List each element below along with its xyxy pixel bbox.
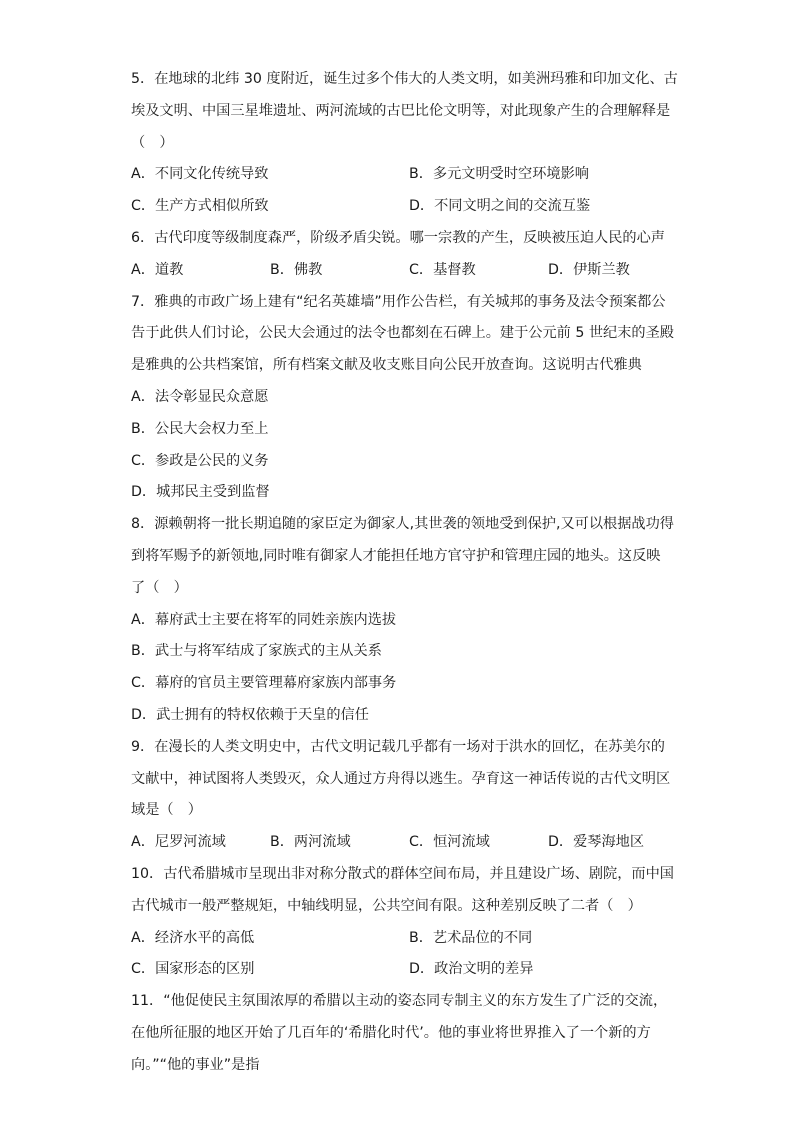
- option-d[interactable]: D．伊斯兰教: [548, 261, 630, 278]
- question-10: [131, 859, 674, 986]
- option-d[interactable]: D．武士拥有的特权依赖于天皇的信任: [131, 706, 369, 723]
- option-c[interactable]: C．生产方式相似所致: [131, 198, 269, 215]
- question-stem-line: （ ）: [131, 134, 174, 151]
- question-stem-line: 埃及文明、中国三星堆遗址、两河流域的古巴比伦文明等，对此现象产生的合理解释是: [131, 102, 671, 119]
- option-b[interactable]: B．公民大会权力至上: [131, 420, 269, 437]
- option-a[interactable]: A．经济水平的高低: [131, 929, 255, 946]
- question-stem-line: 8．源赖朝将一批长期追随的家臣定为御家人,其世袭的领地受到保护,又可以根据战功得: [131, 516, 674, 533]
- option-a[interactable]: A．法令彰显民众意愿: [131, 388, 269, 405]
- option-row: [131, 191, 671, 223]
- question-11: [131, 986, 671, 1081]
- question-5: [131, 64, 678, 223]
- option-b[interactable]: B．武士与将军结成了家族式的主从关系: [131, 643, 382, 660]
- option-a[interactable]: A．幕府武士主要在将军的同姓亲族内选拔: [131, 611, 397, 628]
- question-stem-line: 6．古代印度等级制度森严，阶级矛盾尖锐。哪一宗教的产生，反映被压迫人民的心声: [131, 229, 665, 246]
- question-stem-line: 5．在地球的北纬 30 度附近，诞生过多个伟大的人类文明，如美洲玛雅和印加文化、古: [131, 71, 678, 87]
- option-a[interactable]: A．不同文化传统导致: [131, 166, 269, 183]
- option-c[interactable]: C．国家形态的区别: [131, 961, 255, 978]
- question-8: [131, 509, 674, 732]
- question-9: [131, 732, 671, 859]
- option-row: [131, 923, 671, 955]
- option-d[interactable]: D．爱琴海地区: [548, 834, 645, 851]
- question-stem-line: 是雅典的公共档案馆，所有档案文献及收支账目向公民开放查询。这说明古代雅典: [131, 357, 642, 374]
- question-stem-line: 域是（ ）: [131, 802, 202, 819]
- question-stem-line: 告于此供人们讨论，公民大会通过的法令也都刻在石碑上。建于公元前 5 世纪末的圣殿: [131, 325, 674, 342]
- option-d[interactable]: D．不同文明之间的交流互鉴: [409, 198, 591, 215]
- option-b[interactable]: B．佛教: [270, 261, 323, 278]
- option-d[interactable]: D．政治文明的差异: [409, 961, 534, 978]
- question-7: [131, 287, 674, 510]
- question-stem-line: 9．在漫长的人类文明史中，古代文明记载几乎都有一场对于洪水的回忆，在苏美尔的: [131, 738, 665, 755]
- question-list: [131, 64, 678, 1082]
- option-a[interactable]: A．尼罗河流域: [131, 834, 226, 851]
- question-stem-line: 到将军赐予的新领地,同时唯有御家人才能担任地方官守护和管理庄园的地头。这反映: [131, 547, 661, 564]
- option-row: [131, 159, 671, 191]
- option-a[interactable]: A．道教: [131, 261, 184, 278]
- option-row: [131, 827, 671, 859]
- question-6: [131, 223, 671, 287]
- question-stem-line: 10．古代希腊城市呈现出非对称分散式的群体空间布局，并且建设广场、剧院，而中国: [131, 865, 674, 882]
- question-stem-line: 7．雅典的市政广场上建有“纪名英雄墙”用作公告栏，有关城邦的事务及法令预案都公: [131, 293, 666, 310]
- option-b[interactable]: B．两河流域: [270, 834, 351, 851]
- option-c[interactable]: C．幕府的官员主要管理幕府家族内部事务: [131, 675, 397, 692]
- question-stem-line: 文献中，神试图将人类毁灭，众人通过方舟得以逃生。孕育这一神话传说的古代文明区: [131, 770, 671, 787]
- option-c[interactable]: C．参政是公民的义务: [131, 452, 269, 469]
- option-row: [131, 255, 671, 287]
- question-stem-line: 了（ ）: [131, 579, 188, 596]
- option-b[interactable]: B．艺术品位的不同: [409, 929, 533, 946]
- option-c[interactable]: C．恒河流域: [409, 834, 490, 851]
- option-c[interactable]: C．基督教: [409, 261, 476, 278]
- option-row: [131, 954, 671, 986]
- question-stem-line: 古代城市一般严整规矩，中轴线明显，公共空间有限。这种差别反映了二者（ ）: [131, 897, 642, 914]
- question-stem-line: 在他所征服的地区开始了几百年的‘希腊化时代’。他的事业将世界推入了一个新的方: [131, 1024, 651, 1041]
- option-d[interactable]: D．城邦民主受到监督: [131, 484, 270, 501]
- question-stem-line: 11．“他促使民主氛围浓厚的希腊以主动的姿态同专制主义的东方发生了广泛的交流，: [131, 993, 668, 1010]
- question-stem-line: 向。”“他的事业”是指: [131, 1056, 260, 1073]
- option-b[interactable]: B．多元文明受时空环境影响: [409, 166, 589, 183]
